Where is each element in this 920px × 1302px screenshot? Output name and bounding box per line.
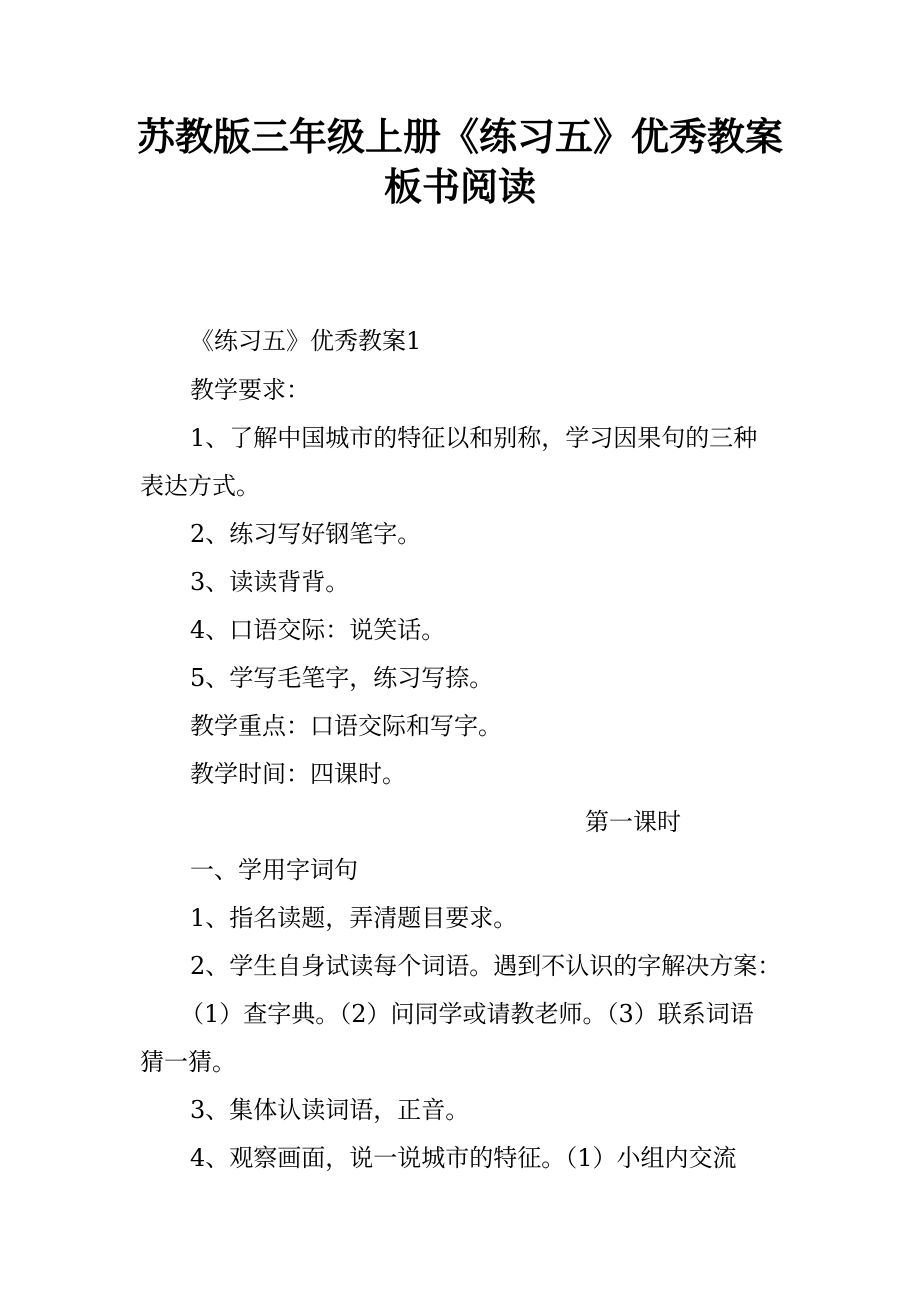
paragraph: 4、观察画面，说一说城市的特征。（1）小组内交流 xyxy=(190,1144,737,1172)
paragraph: （1）查字典。（2）问同学或请教老师。（3）联系词语 xyxy=(180,1000,754,1028)
document-title-line-2: 板书阅读 xyxy=(383,164,536,209)
paragraph: 猜一猜。 xyxy=(140,1048,236,1076)
paragraph: 教学时间：四课时。 xyxy=(190,760,406,788)
paragraph: 教学要求： xyxy=(190,376,310,404)
paragraph: 教学重点：口语交际和写字。 xyxy=(190,712,502,740)
paragraph: 3、读读背背。 xyxy=(190,568,350,596)
lesson-heading: 第一课时 xyxy=(585,808,681,836)
paragraph: 4、口语交际：说笑话。 xyxy=(190,616,446,644)
paragraph: 5、学写毛笔字，练习写捺。 xyxy=(190,664,494,692)
section-heading: 《练习五》优秀教案1 xyxy=(190,327,422,355)
paragraph: 1、指名读题，弄清题目要求。 xyxy=(190,904,518,932)
document-title-line-1: 苏教版三年级上册《练习五》优秀教案 xyxy=(136,114,783,159)
paragraph: 一、学用字词句 xyxy=(190,856,358,884)
paragraph: 2、练习写好钢笔字。 xyxy=(190,520,422,548)
paragraph: 3、集体认读词语，正音。 xyxy=(190,1096,470,1124)
paragraph: 2、学生自身试读每个词语。遇到不认识的字解决方案： xyxy=(190,952,782,980)
paragraph: 1、了解中国城市的特征以和别称，学习因果句的三种 xyxy=(190,424,758,452)
paragraph: 表达方式。 xyxy=(140,472,260,500)
